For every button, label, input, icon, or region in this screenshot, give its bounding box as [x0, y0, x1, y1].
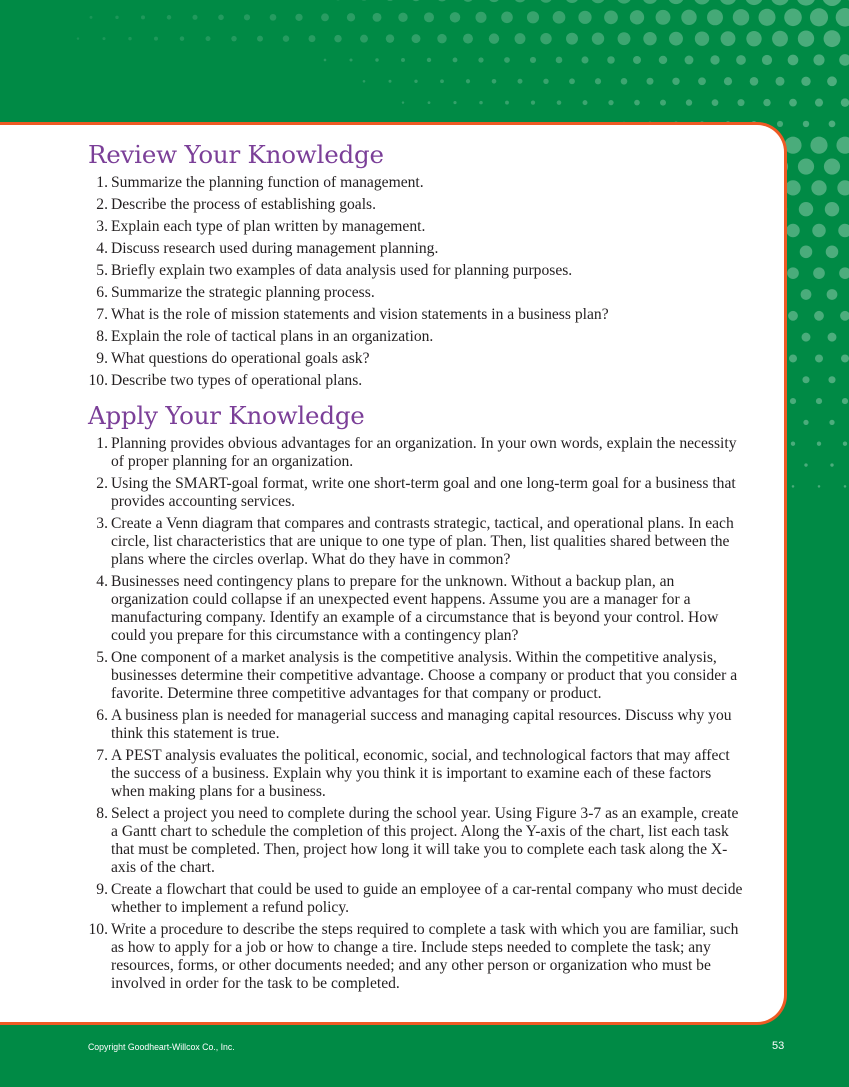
apply-question-item [88, 881, 748, 917]
question-number: 3. [96, 218, 108, 235]
question-number: 6. [96, 284, 108, 301]
question-text: Describe two types of operational plans. [111, 372, 363, 389]
question-text: Briefly explain two examples of data analysis used for planning purposes. [111, 262, 573, 279]
question-number: 8. [96, 328, 108, 345]
question-text: Businesses need contingency plans to prepare for the unknown. Without a backup plan, an organization could collapse if an unexpected event happens. Assume you are a manager for a manufacturing company. Identify an example of a circumstance that is beyond your control. How could you prepare for this circumstance with a contingency plan? [111, 573, 719, 644]
question-text: Write a procedure to describe the steps required to complete a task with which you are familiar, such as how to apply for a job or how to change a tire. Include steps needed to complete the task; any resources, forms, or other documents needed; and any other person or organization who must be involved in order for the task to be completed. [111, 921, 739, 992]
question-text: Discuss research used during management planning. [111, 240, 439, 257]
question-number: 9. [96, 881, 108, 898]
header-band [0, 0, 849, 130]
apply-section [88, 399, 748, 993]
review-heading: Review Your Knowledge [88, 140, 384, 169]
question-text: One component of a market analysis is the competitive analysis. Within the competitive analysis, businesses determine their competitive advantage. Choose a company or product that you consider a favorite. Determine three competitive advantages for that company or product. [111, 649, 738, 702]
apply-heading: Apply Your Knowledge [88, 401, 365, 430]
question-text: Create a Venn diagram that compares and contrasts strategic, tactical, and operational plans. In each circle, list characteristics that are unique to one type of plan. Then, list qualities shared between the plans where the circles overlap. What do they have in common? [111, 515, 734, 568]
review-question-item [88, 240, 748, 258]
apply-question-item [88, 475, 748, 511]
question-number: 4. [96, 240, 108, 257]
review-question-item [88, 284, 748, 302]
question-text: What is the role of mission statements and vision statements in a business plan? [111, 306, 609, 323]
review-question-item [88, 262, 748, 280]
apply-question-item [88, 573, 748, 645]
apply-question-item [88, 707, 748, 743]
review-question-item [88, 306, 748, 324]
question-text: Summarize the strategic planning process. [111, 284, 375, 301]
review-question-item [88, 218, 748, 236]
question-text: Create a flowchart that could be used to guide an employee of a car-rental company who must decide whether to implement a refund policy. [111, 881, 743, 916]
review-section [88, 138, 748, 390]
apply-question-item [88, 435, 748, 471]
review-question-item [88, 174, 748, 192]
question-number: 7. [96, 747, 108, 764]
review-question-item [88, 350, 748, 368]
question-text: Explain the role of tactical plans in an organization. [111, 328, 434, 345]
apply-question-item [88, 747, 748, 801]
question-number: 2. [96, 196, 108, 213]
question-number: 9. [96, 350, 108, 367]
page-content [88, 138, 748, 997]
review-question-item [88, 328, 748, 346]
page-number: 53 [772, 1040, 785, 1052]
question-number: 1. [96, 174, 108, 191]
question-text: Select a project you need to complete during the school year. Using Figure 3-7 as an example, create a Gantt chart to schedule the completion of this project. Along the Y-axis of the chart, list each task that must be completed. Then, project how long it will take you to complete each task along the X-axis of the chart. [111, 805, 739, 876]
review-question-item [88, 372, 748, 390]
question-number: 1. [96, 435, 108, 452]
question-number: 10. [88, 372, 108, 389]
question-number: 10. [88, 921, 108, 938]
question-text: A business plan is needed for managerial success and managing capital resources. Discuss why you think this statement is true. [111, 707, 732, 742]
question-number: 6. [96, 707, 108, 724]
question-number: 5. [96, 262, 108, 279]
question-text: Planning provides obvious advantages for an organization. In your own words, explain the necessity of proper planning for an organization. [111, 435, 737, 470]
apply-question-item [88, 515, 748, 569]
question-text: Explain each type of plan written by management. [111, 218, 426, 235]
question-text: Using the SMART-goal format, write one short-term goal and one long-term goal for a business that provides accounting services. [111, 475, 736, 510]
question-number: 5. [96, 649, 108, 666]
question-number: 2. [96, 475, 108, 492]
question-text: A PEST analysis evaluates the political, economic, social, and technological factors that may affect the success of a business. Explain why you think it is important to examine each of these factors when making plans for a business. [111, 747, 730, 800]
question-number: 3. [96, 515, 108, 532]
apply-question-item [88, 921, 748, 993]
question-text: What questions do operational goals ask? [111, 350, 370, 367]
apply-list [88, 435, 748, 993]
question-text: Describe the process of establishing goals. [111, 196, 377, 213]
question-text: Summarize the planning function of management. [111, 174, 424, 191]
apply-question-item [88, 805, 748, 877]
apply-question-item [88, 649, 748, 703]
footer-copyright: Copyright Goodheart-Willcox Co., Inc. [88, 1042, 235, 1053]
question-number: 7. [96, 306, 108, 323]
review-list [88, 174, 748, 390]
review-question-item [88, 196, 748, 214]
question-number: 4. [96, 573, 108, 590]
question-number: 8. [96, 805, 108, 822]
